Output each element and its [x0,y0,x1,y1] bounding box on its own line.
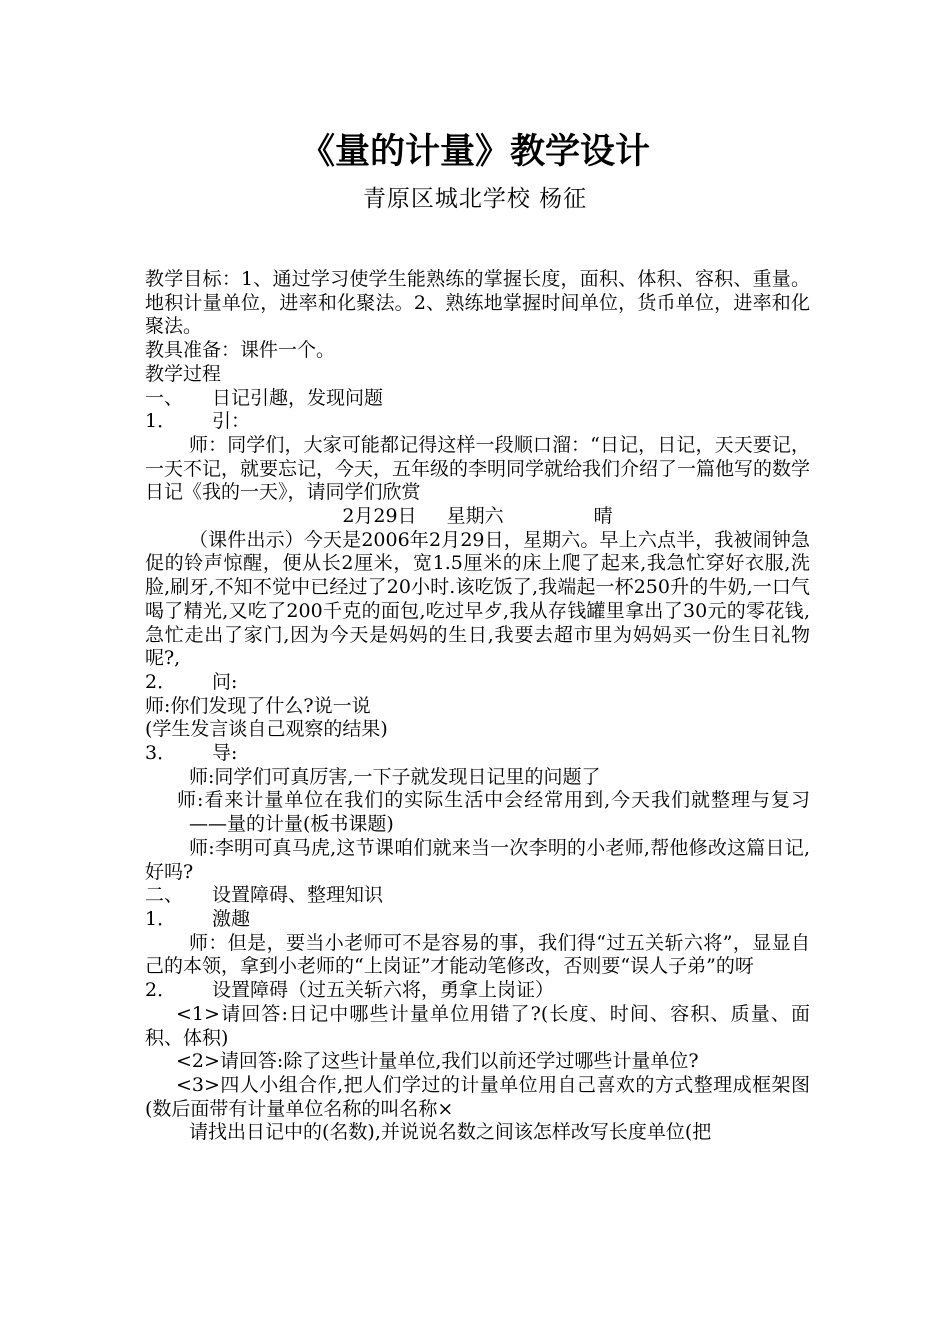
list-text-4: 激趣 [212,907,251,930]
section-number-2: 二、 [145,884,184,907]
diary-date-line [145,505,810,529]
teaching-tools-paragraph: 教具准备：课件一个。 [145,339,336,362]
section-title-2: 设置障碍、整理知识 [212,884,384,907]
diary-weekday: 星期六 [446,505,504,528]
list-number-4: 1． [145,907,177,930]
section-heading-2 [145,884,810,908]
list-number-1: 1． [145,410,177,433]
list-number-5: 2． [145,979,177,1002]
teaching-process-heading: 教学过程 [145,362,222,385]
list-text-3: 导: [212,742,238,765]
document-title: 《量的计量》教学设计 [299,132,650,172]
list-number-2: 2． [145,670,177,693]
diary-paragraph: （课件出示）今天是2006年2月29日，星期六。早上六点半，我被闹钟急促的铃声惊醒，便从长2厘米，宽1.5厘米的床上爬了起来,我急忙穿好衣服,洗脸,刷牙,不知不觉中已经过了20小时.该吃饭了,我端起一杯250升的牛奶,一口气喝了精光,又吃了200千克的面包,吃过早歺,我从存钱罐里拿出了30元的零花钱,急忙走出了家门,因为今天是妈妈的生日,我要去超市里为妈妈买一份生日礼物呢?, [145,528,810,670]
question-4: 请找出日记中的(名数),并说说名数之间该怎样改写长度单位(把 [189,1121,712,1144]
list-item-4 [145,908,810,932]
section-heading-1 [145,387,810,411]
teaching-goal-paragraph: 教学目标：1、通过学习使学生能熟练的掌握长度，面积、体积、容积、重量。地积计量单位，进率和化聚法。2、熟练地掌握时间单位，货币单位，进率和化聚法。 [145,268,810,338]
list-text-1: 引： [212,410,251,433]
list-item-1 [145,410,810,434]
list-text-2: 问: [212,670,238,693]
diary-date: 2月29日 [342,505,417,528]
document-author: 青原区城北学校 杨征 [362,186,588,212]
list-item-2 [145,671,810,695]
ask-paragraph: 师:你们发现了什么?说一说 [145,694,371,717]
students-paragraph: (学生发言谈自己观察的结果) [145,718,388,741]
guide-paragraph-2: 师:看来计量单位在我们的实际生活中会经常用到,今天我们就整理与复习——量的计量(板书课题) [177,789,810,836]
list-item-3 [145,742,810,766]
diary-weather: 晴 [593,505,613,528]
guide-paragraph-1: 师:同学们可真厉害,一下子就发现日记里的问题了 [189,765,601,788]
list-number-3: 3． [145,742,177,765]
section-number-1: 一、 [145,386,184,409]
section-title-1: 日记引趣，发现问题 [212,386,384,409]
question-3: <3>四人小组合作,把人们学过的计量单位用自己喜欢的方式整理成框架图(数后面带有计量单位名称的叫名称× [145,1073,810,1120]
list-item-5 [145,979,810,1003]
question-1: <1>请回答:日记中哪些计量单位用错了?(长度、时间、容积、质量、面积、体积) [145,1002,810,1049]
motivate-paragraph: 师：但是，要当小老师可不是容易的事，我们得“过五关斩六将”，显显自己的本领，拿到小老师的“上岗证”才能动笔修改，否则要“误人子弟”的呀 [145,931,810,978]
intro-paragraph: 师：同学们，大家可能都记得这样一段顺口溜：“日记，日记，天天要记，一天不记，就要忘记，今天，五年级的李明同学就给我们介绍了一篇他写的数学日记《我的一天》，请同学们欣赏 [145,433,811,504]
document-body [145,268,810,1145]
list-text-5: 设置障碍（过五关斩六将，勇拿上岗证） [212,979,555,1002]
question-2: <2>请回答:除了这些计量单位,我们以前还学过哪些计量单位? [176,1050,699,1073]
guide-paragraph-3: 师:李明可真马虎,这节课咱们就来当一次李明的小老师,帮他修改这篇日记,好吗? [145,836,810,883]
